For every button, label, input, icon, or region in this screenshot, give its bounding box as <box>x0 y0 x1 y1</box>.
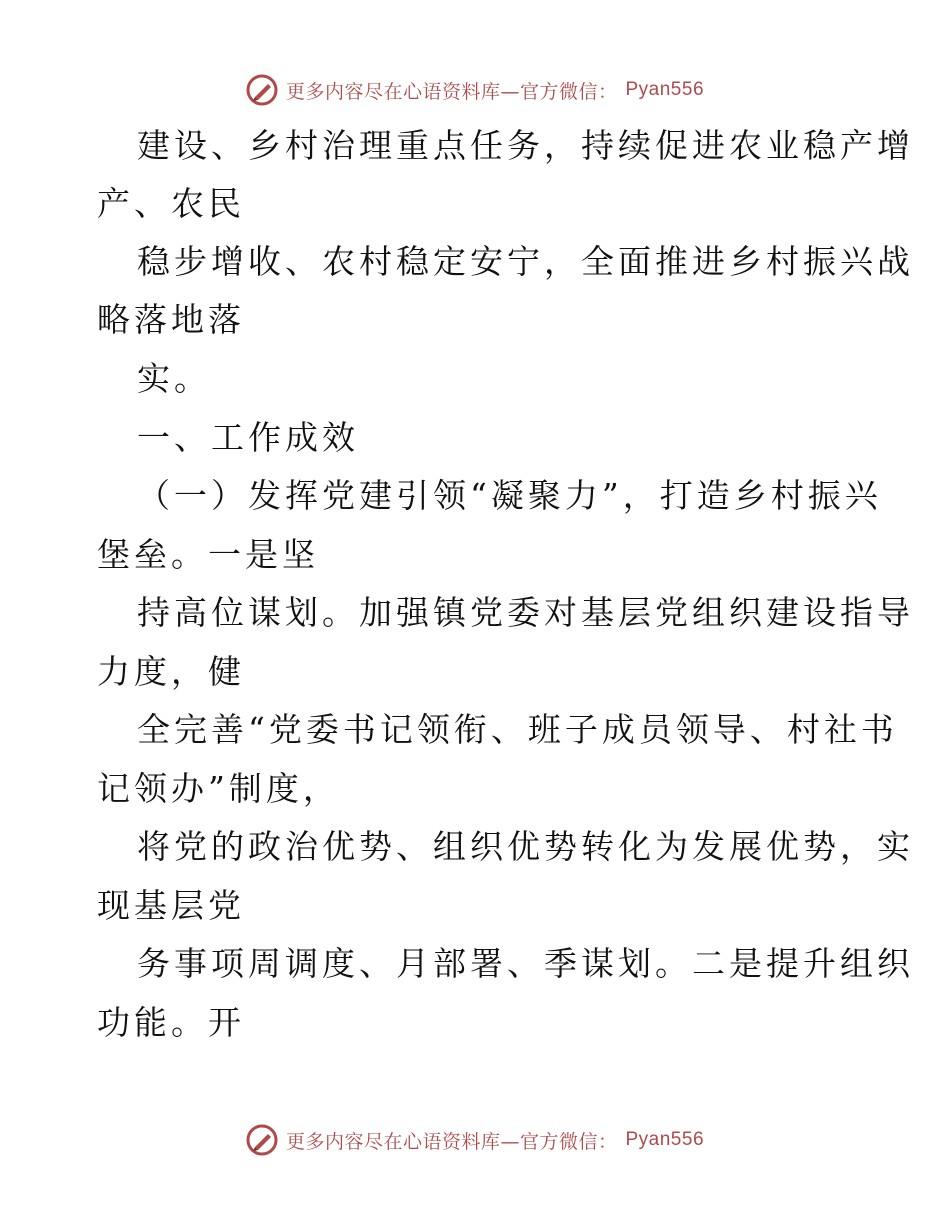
watermark-text: 更多内容尽在心语资料库—官方微信： <box>285 1130 618 1153</box>
text-line: 堡垒。一是坚 <box>97 535 319 574</box>
text-line: 现基层党 <box>97 886 245 925</box>
watermark-header <box>0 70 950 110</box>
text-line: 略落地落 <box>97 300 245 339</box>
text-line: 功能。开 <box>97 1003 245 1042</box>
pen-logo-icon <box>246 74 278 106</box>
text-line: 记领办”制度， <box>97 769 340 808</box>
pen-logo-icon <box>246 1124 278 1156</box>
watermark-wechat-id: Pyan556 <box>625 79 705 100</box>
text-line: 持高位谋划。加强镇党委对基层党组织建设指导 <box>137 593 914 632</box>
text-line: 力度，健 <box>97 652 245 691</box>
text-line: 全完善“党委书记领衔、班子成员领导、村社书 <box>137 710 898 749</box>
text-line: 建设、乡村治理重点任务，持续促进农业稳产增 <box>137 126 914 165</box>
text-line: （一）发挥党建引领“凝聚力”，打造乡村振兴 <box>137 476 882 515</box>
watermark-footer <box>0 1120 950 1160</box>
watermark-wechat-id: Pyan556 <box>625 1129 705 1150</box>
text-line: 实。 <box>137 359 211 398</box>
text-line: 稳步增收、农村稳定安宁，全面推进乡村振兴战 <box>137 242 914 281</box>
watermark-text: 更多内容尽在心语资料库—官方微信： <box>285 80 618 103</box>
text-line: 将党的政治优势、组织优势转化为发展优势，实 <box>137 827 914 866</box>
section-heading: 一、工作成效 <box>137 418 359 457</box>
text-line: 产、农民 <box>97 184 245 223</box>
text-line: 务事项周调度、月部署、季谋划。二是提升组织 <box>137 944 914 983</box>
